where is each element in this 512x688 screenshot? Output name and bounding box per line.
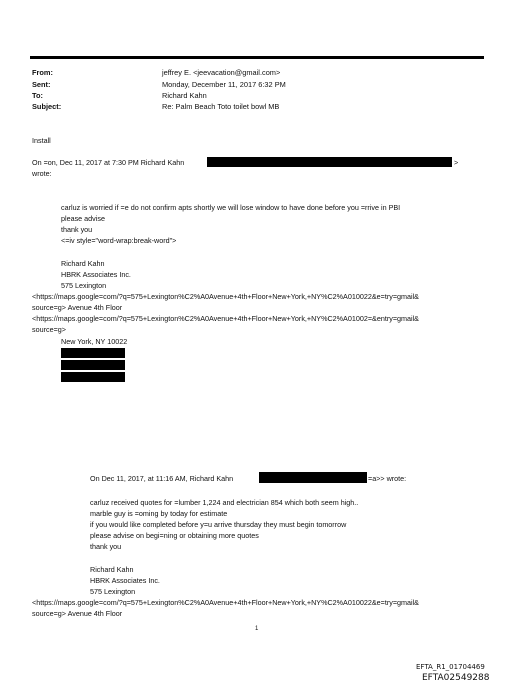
quote1-line: <=iv style="word-wrap:break-word"> — [61, 236, 177, 245]
from-value: jeffrey E. <jeevacation@gmail.com> — [162, 68, 281, 77]
doc-id-1: EFTA_R1_01704469 — [416, 663, 485, 671]
to-value: Richard Kahn — [162, 91, 207, 100]
quote2-line: if you would like completed before y=u arrive thursday they must begin tomorrow — [90, 520, 347, 529]
maps-link-2-cont[interactable]: source=g> — [32, 325, 66, 334]
subject-value: Re: Palm Beach Toto toilet bowl MB — [162, 102, 280, 111]
maps-link-1[interactable]: <https://maps.google=com/?q=575+Lexington%C2%A0Avenue+4th+Floor+New+York,+NY%C2%A010022&e=try=gmail& — [32, 292, 419, 301]
quote2-intro-end: =a>> wrote: — [368, 474, 407, 483]
from-label: From: — [32, 68, 53, 77]
maps-link-3-cont[interactable]: source=g> Avenue 4th Floor — [32, 609, 123, 618]
signature-company: HBRK Associates Inc. — [61, 270, 131, 279]
maps-link-2[interactable]: <https://maps.google=com/?q=575+Lexington%C2%A0Avenue+4th+Floor+New+York,+NY%C2%A01002=&entry=gmail& — [32, 314, 419, 323]
subject-label: Subject: — [32, 102, 62, 111]
quote1-intro: On =on, Dec 11, 2017 at 7:30 PM Richard Kahn — [32, 158, 185, 167]
redaction-block — [61, 348, 125, 358]
signature-city: New York, NY 10022 — [61, 337, 128, 346]
quote1-line: please advise — [61, 214, 105, 223]
redaction-block — [259, 472, 367, 483]
quote1-intro-end: > — [454, 158, 459, 167]
quote2-line: please advise on begi=ning or obtaining more quotes — [90, 531, 259, 540]
signature-street: 575 Lexington — [90, 587, 136, 596]
page-number: 1 — [255, 626, 259, 632]
signature-company: HBRK Associates Inc. — [90, 576, 160, 585]
maps-link-1-cont[interactable]: source=g> Avenue 4th Floor — [32, 303, 123, 312]
quote1-wrote: wrote: — [32, 169, 52, 178]
quote2-line: carluz received quotes for =lumber 1,224 and electrician 854 which both seem high.. — [90, 498, 359, 507]
maps-link-3[interactable]: <https://maps.google=com/?q=575+Lexington%C2%A0Avenue+4th+Floor+New+York,+NY%C2%A010022&e=try=gmail& — [32, 598, 419, 607]
reply-text: Install — [32, 136, 51, 145]
signature-name: Richard Kahn — [61, 259, 105, 268]
quote2-line: marble guy is =oming by today for estimate — [90, 509, 228, 518]
quote2-line: thank you — [90, 542, 122, 551]
sent-value: Monday, December 11, 2017 6:32 PM — [162, 80, 286, 89]
redaction-block — [61, 372, 125, 382]
header-rule — [30, 56, 484, 59]
quote1-line: carluz is worried if =e do not confirm apts shortly we will lose window to have done before you =rrive in PBI — [61, 203, 401, 212]
sent-label: Sent: — [32, 80, 51, 89]
signature-name: Richard Kahn — [90, 565, 134, 574]
quote1-line: thank you — [61, 225, 93, 234]
doc-id-2: EFTA02549288 — [422, 673, 490, 683]
to-label: To: — [32, 91, 43, 100]
quote2-intro: On Dec 11, 2017, at 11:16 AM, Richard Kahn — [90, 474, 234, 483]
redaction-block — [207, 157, 452, 167]
signature-street: 575 Lexington — [61, 281, 107, 290]
redaction-block — [61, 360, 125, 370]
